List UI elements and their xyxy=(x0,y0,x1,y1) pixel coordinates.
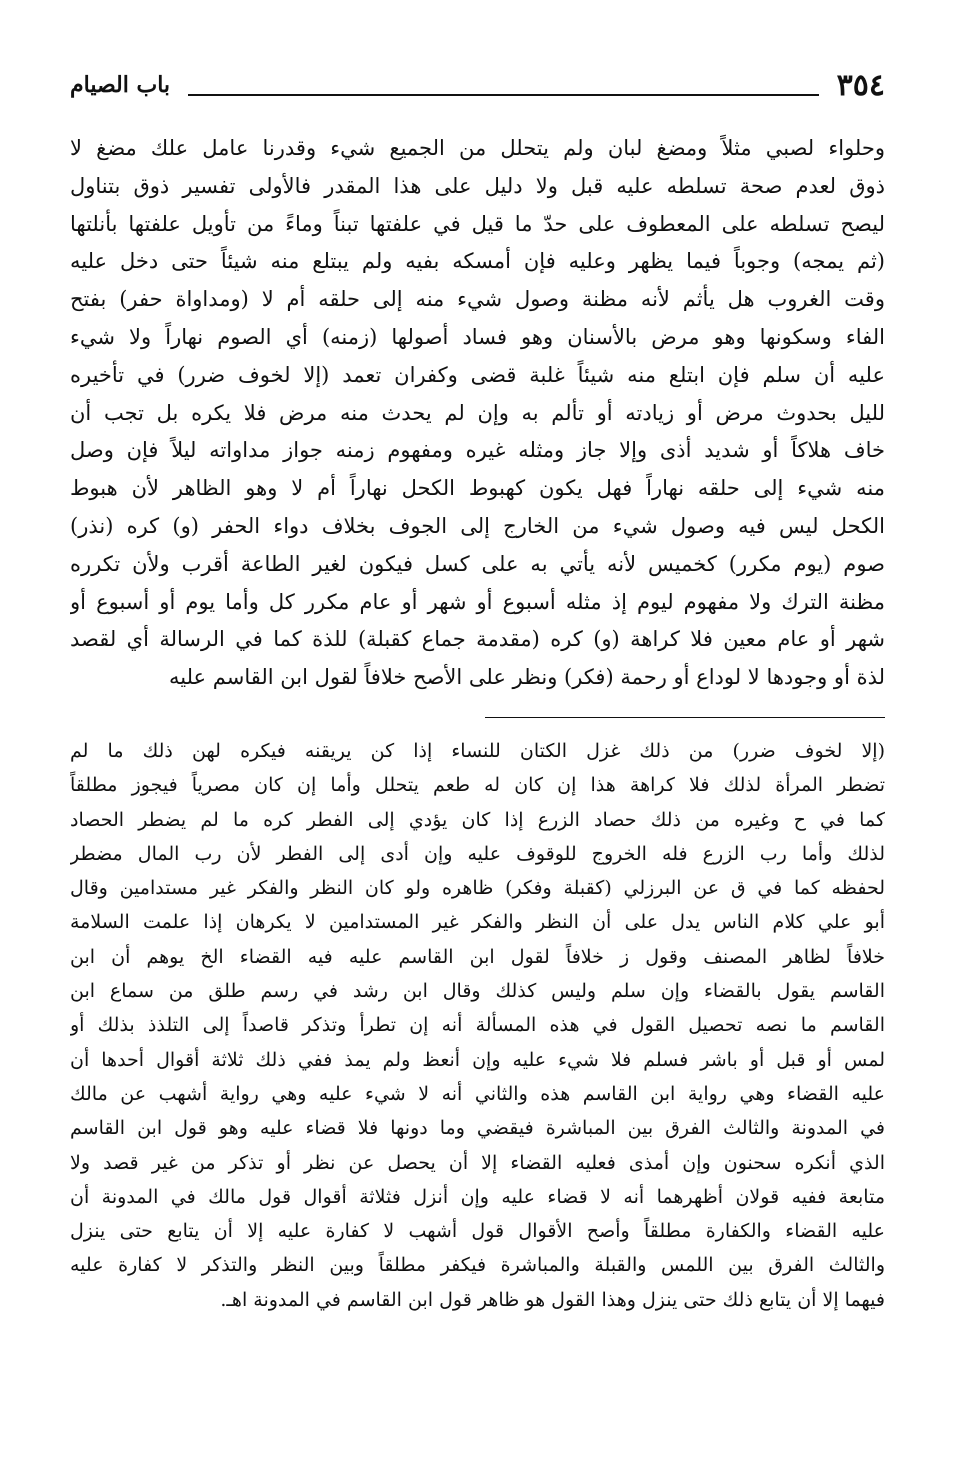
footnote-line: خلافاً لظاهر المصنف وقول ز خلافاً لقول ابن القاسم عليه فيه القضاء الخ يوهم أن ابن xyxy=(70,945,885,968)
page-number: ٣٥٤ xyxy=(836,67,885,103)
main-line: الفاء وسكونها وهو مرض بالأسنان وهو فساد أصولها (زمنه) أي الصوم نهاراً ولا شيء xyxy=(70,324,885,349)
footnote-line: فيهما إلا أن يتابع ذلك حتى ينزل وهذا القول هو ظاهر قول ابن القاسم في المدونة اهـ. xyxy=(220,1288,885,1311)
footnote-line: والثالث الفرق بين اللمس والقبلة والمباشرة فيكفر مطلقاً وبين النظر والتذكر لا كفارة عليه xyxy=(70,1254,885,1277)
header-rule xyxy=(188,94,819,96)
main-line: صوم (يوم مكرر) كخميس لأنه يأتي به على كسل فيكون لغير الطاعة أقرب ولأن تكرره xyxy=(70,551,885,576)
footnote-line: عليه القضاء وهي رواية ابن القاسم هذه والثاني أنه لا شيء عليه وهي رواية أشهب عن مالك xyxy=(70,1082,885,1105)
chapter-title: باب الصيام xyxy=(70,72,171,98)
footnote-line: كما في ح وغيره من ذلك حصاد الزرع إذا كان يؤدي إلى الفطر كره ما لم يضطر الحصاد xyxy=(70,808,885,831)
footnote-line: لمس أو قبل أو باشر فسلم فلا شيء عليه وإن أنعظ ولم يمذ ففي ذلك ثلاثة أقوال أحدها أن xyxy=(70,1048,885,1071)
main-line: الكحل ليس فيه وصول شيء من الخارج إلى الجوف بخلاف دواء الحفر (و) كره (نذر) xyxy=(70,513,885,538)
main-line: وقت الغروب هل يأثم لأنه مظنة وصول شيء منه إلى حلقه أم لا (ومداواة حفر) بفتح xyxy=(70,287,885,312)
footnote-line: في المدونة والثالث الفرق بين المباشرة فيقضي وما دونها فلا قضاء عليه وهو قول ابن القاسم xyxy=(70,1117,885,1140)
footnote-line: القاسم ما نصه تحصيل القول في هذه المسألة أنه إن تطرأ وتذكر قاصداً إلى التلذذ بذلك أو xyxy=(70,1014,885,1037)
main-text xyxy=(70,130,885,697)
footnote-line: القاسم يقول بالقضاء وإن سلم وليس كذلك وقال ابن رشد في رسم طلق من سماع ابن xyxy=(70,980,885,1003)
main-line: لليل بحدوث مرض أو زيادته أو تألم به وإن لم يحدث منه مرض فلا يكره بل تجب أن xyxy=(70,400,885,425)
page-header xyxy=(70,60,885,110)
main-line: مظنة الترك ولا مفهوم ليوم إذ مثله أسبوع أو شهر أو عام مكرر كل وأما يوم أو أسبوع أو xyxy=(70,589,885,614)
main-line: شهر أو عام معين فلا كراهة (و) كره (مقدمة جماع كقبلة) للذة كما في الرسالة أي لقصد xyxy=(70,627,885,652)
footnote-line: لحفظه كما في ق عن البرزلي (كقبلة وفكر) ظاهره ولو كان النظر والفكر غير مستدامين وقال xyxy=(70,877,885,900)
footnote-line: أبو علي كلام الناس يدل على أن النظر والفكر غير المستدامين لا يكرهان إذا علمت السلامة xyxy=(70,911,885,934)
book-page xyxy=(70,60,885,1460)
footnotes xyxy=(70,734,885,1317)
main-line: خاف هلاكاً أو شديد أذى وإلا جاز ومثله غيره ومفهوم زمنه جواز مداواته ليلاً فإن وصل xyxy=(70,438,885,463)
main-line: لذة أو وجودها لا لوداع أو رحمة (فكر) ونظر على الأصح خلافاً لقول ابن القاسم عليه xyxy=(169,665,885,690)
footnote-line: (إلا لخوف ضرر) من ذلك غزل الكتان للنساء إذا كن يريقنه فيكره لهن ذلك ما لم xyxy=(70,739,885,762)
footnote-line: متابعة ففيه قولان أظهرهما أنه لا قضاء عليه وإن أنزل فثلاثة أقوال قول مالك في المدونة أن xyxy=(70,1185,885,1208)
main-line: وحلواء لصبي مثلاً ومضغ لبان ولم يتحلل من الجميع شيء وقدرنا عامل علك مضغ لا xyxy=(70,136,885,160)
main-line: (ثم يمجه) وجوباً فيما يظهر وعليه فإن أمسكه بفيه ولم يبتلع منه شيئاً حتى دخل عليه xyxy=(70,249,885,274)
main-line: منه شيء إلى حلقه نهاراً فهل يكون كهبوط الكحل نهاراً أم لا وهو الظاهر لأن هبوط xyxy=(70,476,885,501)
main-line: عليه أن سلم فإن ابتلع منه شيئاً غلبة قضى وكفران تعمد (إلا لخوف ضرر) في تأخيره xyxy=(70,362,885,387)
footnote-line: تضطر المرأة لذلك فلا كراهة هذا إن كان له طعم يتحلل وأما إن كان مصرياً فيجوز مطلقاً xyxy=(70,774,885,797)
main-line: ليصح تسلطه على المعطوف على حدّ ما قيل في علفتها تبناً وماءً من تأويل علفتها بأنلتها xyxy=(70,211,885,236)
footnote-separator xyxy=(485,717,885,718)
main-line: ذوق لعدم صحة تسلطه عليه قبل ولا دليل على هذا المقدر فالأولى تفسير ذوق بتناول xyxy=(70,173,885,198)
footnote-line: الذي أنكره سحنون وإن أمذى فعليه القضاء إلا أن يحصل عن نظر أو تذكر من غير قصد ولا xyxy=(70,1151,885,1174)
footnote-line: لذلك وأما رب الزرع فله الخروج للوقوف عليه وإن أدى إلى الفطر لأن رب المال مضطر xyxy=(70,842,885,865)
footnote-line: عليه القضاء والكفارة مطلقاً وأصح الأقوال قول أشهب لا كفارة عليه إلا أن يتابع حتى ينزل xyxy=(70,1220,885,1243)
